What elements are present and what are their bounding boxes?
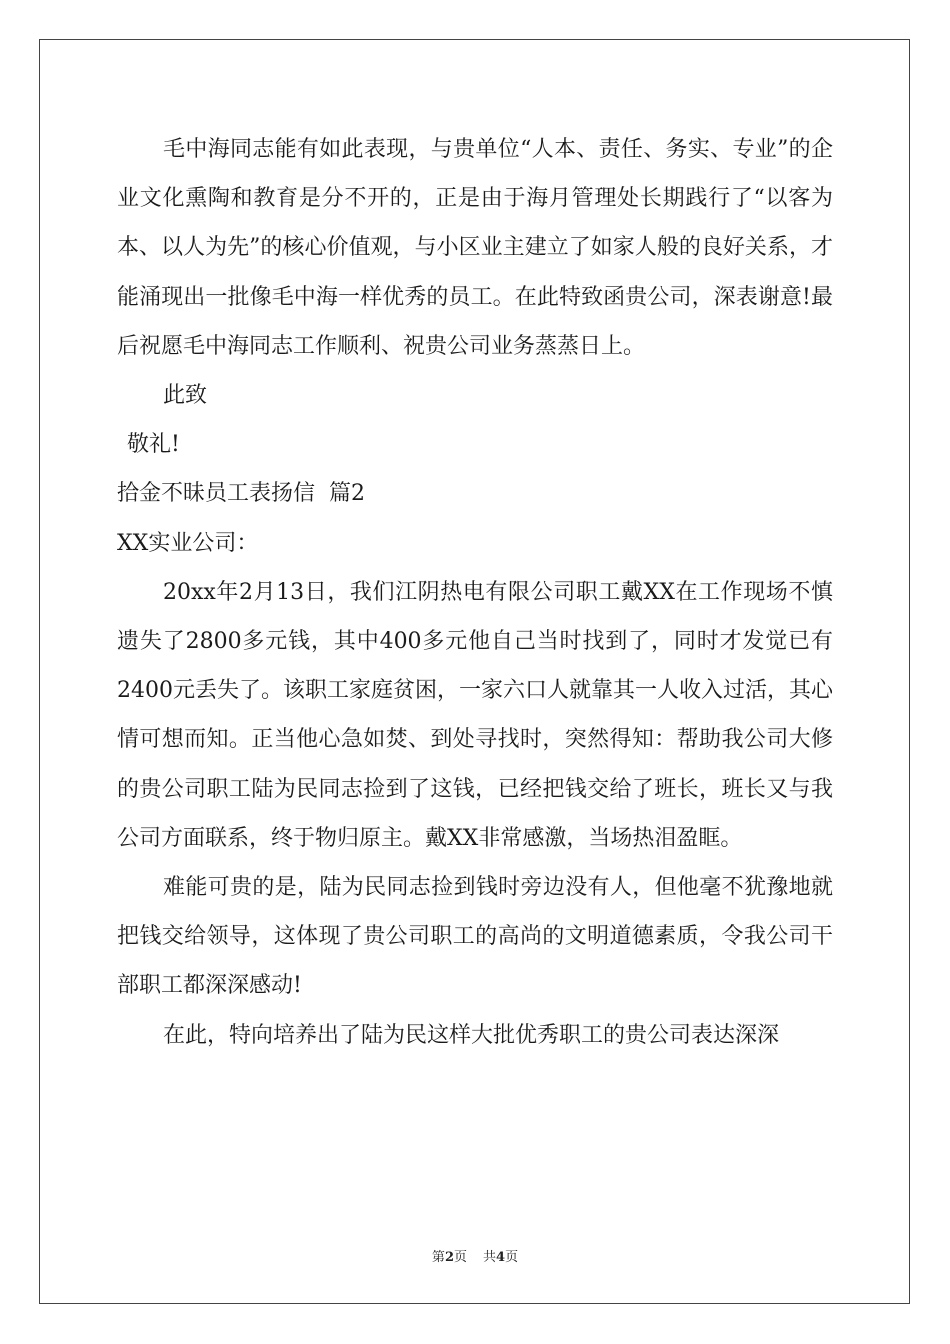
paragraph: 20xx年2月13日，我们江阴热电有限公司职工戴XX在工作现场不慎遗失了2800多元钱，其中400多元他自己当时找到了，同时才发觉已有2400元丢失了。该职工家庭贫困，一家六口人就靠其一人收入过活，其心情可想而知。正当他心急如焚、到处寻找时，突然得知：帮助我公司大修的贵公司职工陆为民同志捡到了这钱，已经把钱交给了班长，班长又与我公司方面联系，终于物归原主。戴XX非常感激，当场热泪盈眶。: [117, 579, 833, 851]
section-title: 拾金不昧员工表扬信 篇2: [117, 481, 365, 507]
page-suffix: 页: [453, 1250, 467, 1265]
page-current: 2: [444, 1250, 454, 1265]
paragraph: 毛中海同志能有如此表现，与贵单位“人本、责任、务实、专业”的企业文化熏陶和教育是分不开的，正是由于海月管理处长期践行了“以客为本、以人为先”的核心价值观，与小区业主建立了如家人般的良好关系，才能涌现出一批像毛中海一样优秀的员工。在此特致函贵公司，深表谢意!最后祝愿毛中海同志工作顺利、祝贵公司业务蒸蒸日上。: [117, 137, 833, 359]
salutation: XX实业公司：: [117, 530, 259, 556]
closing-line: 此致: [163, 383, 208, 409]
closing-salute: 敬礼!: [127, 432, 180, 458]
page-prefix: 第: [431, 1250, 445, 1265]
document-body: [117, 125, 833, 1060]
page-footer: [0, 1246, 950, 1265]
page-total: 4: [496, 1250, 506, 1265]
total-prefix: 共: [483, 1250, 497, 1265]
paragraph: 在此，特向培养出了陆为民这样大批优秀职工的贵公司表达深深: [163, 1022, 780, 1048]
total-suffix: 页: [505, 1250, 519, 1265]
paragraph: 难能可贵的是，陆为民同志捡到钱时旁边没有人，但他毫不犹豫地就把钱交给领导，这体现了贵公司职工的高尚的文明道德素质，令我公司干部职工都深深感动!: [117, 875, 833, 999]
